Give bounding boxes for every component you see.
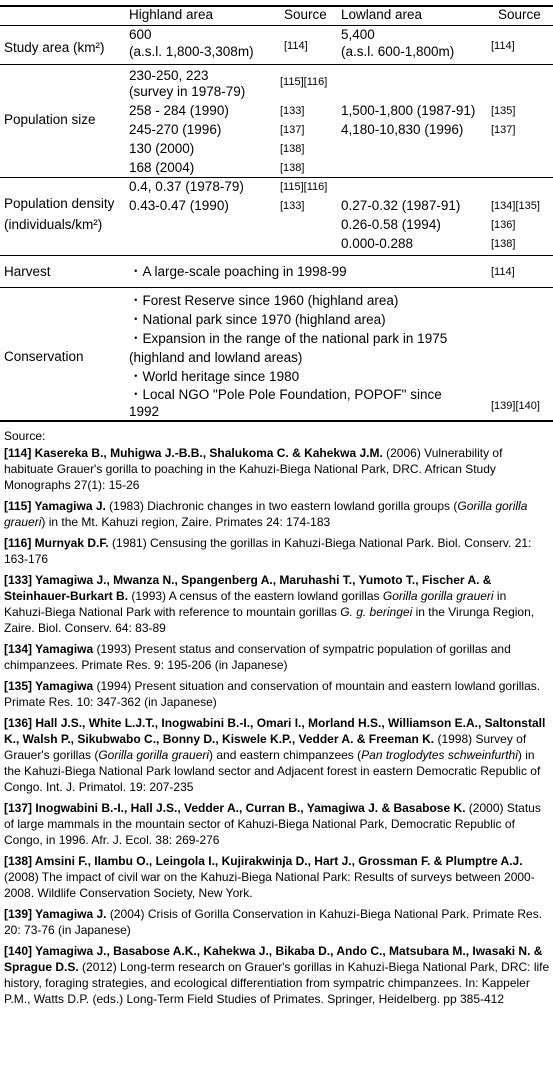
row-rule xyxy=(0,64,553,65)
reference-text: in Kahuzi-Biega National Park with reference to mountain gorillas xyxy=(4,589,507,619)
harvest-text: ・A large-scale poaching in 1998-99 xyxy=(129,264,347,279)
row-label-density-2: (individuals/km²) xyxy=(4,217,103,232)
conservation-source: [139][140] xyxy=(491,400,540,412)
row-label-density-1: Population density xyxy=(4,196,115,211)
reference-authors: [139] Yamagiwa J. xyxy=(4,907,107,921)
pop-size-highland-6: 168 (2004) xyxy=(129,160,195,175)
header-lowland: Lowland area xyxy=(341,7,423,22)
density-source-2-c: [138] xyxy=(491,238,516,250)
reference-authors: [137] Inogwabini B.-I., Hall J.S., Vedder A., Curran B., Yamagiwa J. & Basabose K. xyxy=(4,801,466,815)
density-lowland-2: 0.26-0.58 (1994) xyxy=(341,217,441,232)
density-source-1-a: [115][116] xyxy=(280,181,328,193)
pop-size-highland-4: 245-270 (1996) xyxy=(129,122,222,137)
reference-authors: [134] Yamagiwa xyxy=(4,642,94,656)
reference-item xyxy=(4,641,550,673)
row-rule xyxy=(0,255,553,256)
study-area-source-1: [114] xyxy=(284,40,308,52)
conservation-line-7: 1992 xyxy=(129,404,160,419)
reference-item xyxy=(4,853,550,901)
pop-size-source-1-d: [138] xyxy=(280,143,305,155)
conservation-line-1: ・Forest Reserve since 1960 (highland area) xyxy=(129,293,399,308)
header-source-1: Source xyxy=(284,7,327,22)
reference-text: (2012) Long-term research on Grauer's gorillas in Kahuzi-Biega National Park, DRC: life history, foraging strategies, and ecological differentiation from sympatric chimpanzees. In: Kappeler P.M., Watts D.P. (eds.) Long-Term Field Studies of Primates. Springer, Heidelberg. pp 385-412 xyxy=(4,960,550,1006)
study-area-highland-altitude: (a.s.l. 1,800-3,308m) xyxy=(129,44,254,59)
reference-item xyxy=(4,572,550,636)
reference-species: Pan troglodytes schweinfurthi xyxy=(361,748,518,762)
row-label-population-size: Population size xyxy=(4,112,96,127)
reference-item xyxy=(4,800,550,848)
reference-authors: [114] Kasereka B., Muhigwa J.-B.B., Shalukoma C. & Kahekwa J.M. xyxy=(4,446,383,460)
pop-size-source-1-c: [137] xyxy=(280,124,305,136)
reference-text: in the Virunga Region, Zaire. Biol. Conserv. 64: 83-89 xyxy=(4,605,535,635)
pop-size-source-1-a: [115][116] xyxy=(280,76,328,88)
reference-item xyxy=(4,715,550,795)
row-label-conservation: Conservation xyxy=(4,349,84,364)
reference-text: ) and eastern chimpanzees ( xyxy=(209,748,362,762)
density-highland-1: 0.4, 0.37 (1978-79) xyxy=(129,179,244,194)
reference-list xyxy=(4,428,550,1012)
table-bottom-rule xyxy=(0,420,553,422)
reference-item xyxy=(4,498,550,530)
row-rule xyxy=(0,287,553,288)
conservation-line-3: ・Expansion in the range of the national park in 1975 xyxy=(129,331,448,346)
density-source-2-b: [136] xyxy=(491,219,516,231)
reference-text: (1983) Diachronic changes in two eastern lowland gorilla groups ( xyxy=(105,499,458,513)
header-source-2: Source xyxy=(498,7,541,22)
reference-text: (1994) Present situation and conservation of mountain and eastern lowland gorillas. Primate Res. 10: 347-362 (in Japanese) xyxy=(4,679,541,709)
reference-authors: [135] Yamagiwa xyxy=(4,679,94,693)
header-highland: Highland area xyxy=(129,7,214,22)
reference-species: Gorilla gorilla graueri xyxy=(382,589,494,603)
density-source-1-b: [133] xyxy=(280,200,305,212)
harvest-source: [114] xyxy=(491,266,515,278)
pop-size-highland-5: 130 (2000) xyxy=(129,141,195,156)
row-label-study-area: Study area (km²) xyxy=(4,40,105,55)
reference-text: (2008) The impact of civil war on the Kahuzi-Biega National Park: Results of surveys between 2000-2008. Wildlife Conservation Society, New York. xyxy=(4,870,535,900)
reference-item xyxy=(4,678,550,710)
header-rule xyxy=(0,25,553,26)
reference-text: ) in the Mt. Kahuzi region, Zaire. Primates 24: 174-183 xyxy=(41,515,331,529)
reference-text: (1993) Present status and conservation of sympatric population of gorillas and chimpanzees. Primate Res. 9: 195-206 (in Japanese) xyxy=(4,642,511,672)
reference-item xyxy=(4,445,550,493)
reference-species: Gorilla gorilla graueri xyxy=(98,748,210,762)
conservation-line-6: ・Local NGO "Pole Pole Foundation, POPOF" since xyxy=(129,387,442,402)
pop-size-source-1-e: [138] xyxy=(280,162,305,174)
study-area-lowland-altitude: (a.s.l. 600-1,800m) xyxy=(341,44,455,59)
reference-item xyxy=(4,943,550,1007)
reference-item xyxy=(4,906,550,938)
row-label-harvest: Harvest xyxy=(4,264,51,279)
density-lowland-1: 0.27-0.32 (1987-91) xyxy=(341,198,461,213)
references-title: Source: xyxy=(4,429,46,443)
pop-size-highland-1: 230-250, 223 xyxy=(129,68,209,83)
density-source-2-a: [134][135] xyxy=(491,200,540,212)
conservation-line-5: ・World heritage since 1980 xyxy=(129,369,300,384)
reference-species: G. g. beringei xyxy=(340,605,413,619)
reference-authors: [136] Hall J.S., White L.J.T., Inogwabini B.-I., Omari I., Morland H.S., Williamson E.A., Saltonstall K., Walsh P., Sikubwabo C., Bonny D., Kiswele K.P., Vedder A. & Freeman K. xyxy=(4,716,546,746)
reference-authors: [140] Yamagiwa J., Basabose A.K., Kahekwa J., Bikaba D., Ando C., Matsubara M., Iwasaki N. & Sprague D.S. xyxy=(4,944,543,974)
pop-size-source-2-a: [135] xyxy=(491,105,516,117)
pop-size-highland-3: 258 - 284 (1990) xyxy=(129,103,229,118)
pop-size-lowland-1: 1,500-1,800 (1987-91) xyxy=(341,103,476,118)
conservation-line-4: (highland and lowland areas) xyxy=(129,350,303,365)
pop-size-highland-2: (survey in 1978-79) xyxy=(129,84,246,99)
row-rule xyxy=(0,177,553,178)
reference-text: (2006) Vulnerability of habituate Grauer's gorilla to poaching in the Kahuzi-Biega National Park, DRC. African Study Monographs 27(1): 15-26 xyxy=(4,446,503,492)
table-header xyxy=(0,0,553,24)
pop-size-lowland-2: 4,180-10,830 (1996) xyxy=(341,122,464,137)
pop-size-source-1-b: [133] xyxy=(280,105,305,117)
density-lowland-3: 0.000-0.288 xyxy=(341,236,414,251)
reference-authors: [133] Yamagiwa J., Mwanza N., Spangenberg A., Maruhashi T., Yumoto T., Fischer A. & Steinhauer-Burkart B. xyxy=(4,573,492,603)
reference-authors: [115] Yamagiwa J. xyxy=(4,499,106,513)
reference-item xyxy=(4,535,550,567)
study-area-source-2: [114] xyxy=(491,40,515,52)
conservation-line-2: ・National park since 1970 (highland area) xyxy=(129,312,386,327)
study-area-lowland-value: 5,400 xyxy=(341,27,375,42)
pop-size-source-2-b: [137] xyxy=(491,124,516,136)
reference-text: (2000) Status of large mammals in the mountain sector of Kahuzi-Biega National Park, Democratic Republic of Congo, in 1996. Afr. J. Ecol. 38: 269-276 xyxy=(4,801,541,847)
density-highland-2: 0.43-0.47 (1990) xyxy=(129,198,229,213)
reference-text: ) in the Kahuzi-Biega National Park lowland sector and Adjacent forest in eastern Democratic Republic of Congo. Int. J. Primatol. 19: 207-235 xyxy=(4,748,541,794)
reference-items xyxy=(4,445,550,1007)
study-area-highland-value: 600 xyxy=(129,27,152,42)
reference-text: (1981) Censusing the gorillas in Kahuzi-Biega National Park. Biol. Conserv. 21: 163-176 xyxy=(4,536,532,566)
reference-text: (2004) Crisis of Gorilla Conservation in Kahuzi-Biega National Park. Primate Res. 20: 73-76 (in Japanese) xyxy=(4,907,543,937)
reference-species: Gorilla gorilla graueri xyxy=(4,499,528,529)
reference-authors: [138] Amsini F., Ilambu O., Leingola I., Kujirakwinja D., Hart J., Grossman F. & Plumptre A.J. xyxy=(4,854,523,868)
reference-authors: [116] Murnyak D.F. xyxy=(4,536,109,550)
reference-text: (1993) A census of the eastern lowland gorillas xyxy=(128,589,383,603)
reference-text: (1998) Survey of Grauer's gorillas ( xyxy=(4,732,527,762)
